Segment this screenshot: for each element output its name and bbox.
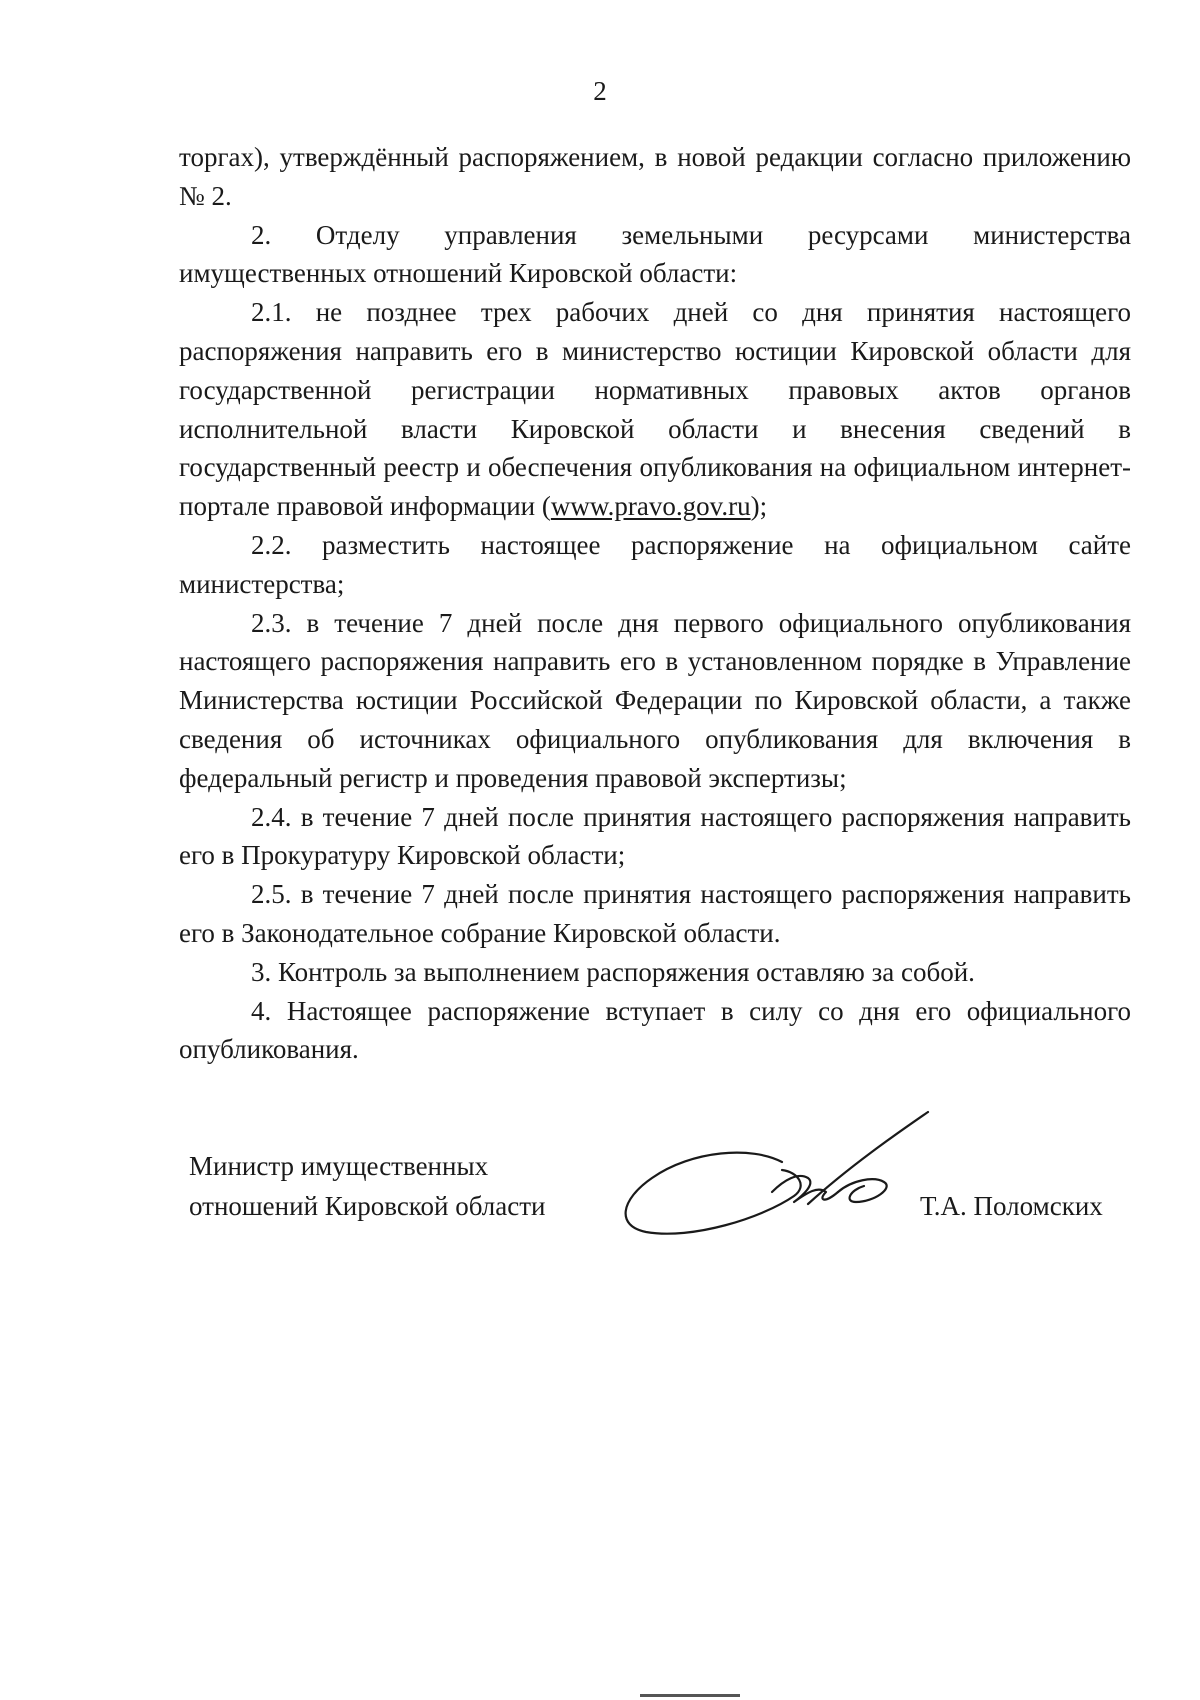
signatory-name: Т.А. Поломских: [920, 1191, 1103, 1221]
paragraph-item-2-1-end: );: [750, 491, 768, 522]
paragraph-item-4: 4. Настоящее распоряжение вступает в силу со дня его официального опубликования.: [179, 995, 1131, 1065]
signatory-title: [189, 1146, 546, 1226]
paragraph-continuation: торгах), утверждённый распоряжением, в новой редакции согласно приложению № 2.: [179, 142, 1131, 211]
paragraph-item-2-4: 2.4. в течение 7 дней после принятия настоящего распоряжения направить его в Прокуратуру Кировской области;: [179, 801, 1131, 871]
paragraph-item-2-3: 2.3. в течение 7 дней после дня первого официального опубликования настоящего распоряжения направить его в установленном порядке в Управление Министерства юстиции Российской Федерации по Кировской области, а также сведения об источниках официального опубликования для включения в федеральный регистр и проведения правовой экспертизы;: [179, 607, 1131, 793]
paragraph-item-2-1: [179, 293, 1131, 526]
signatory-title-line-1: Министр имущественных: [189, 1151, 489, 1181]
paragraph-item-3: 3. Контроль за выполнением распоряжения оставляю за собой.: [251, 956, 975, 987]
paragraph-item-2-1-text: 2.1. не позднее трех рабочих дней со дня принятия настоящего распоряжения направить его в министерство юстиции Кировской области для государственной регистрации нормативных правовых актов органов исполнительной власти Кировской области и внесения сведений в государственный реестр и обеспечения опубликования на официальном интернет-портале правовой информации (: [179, 297, 1131, 522]
document-body: [179, 138, 1131, 1069]
signatory-title-line-2: отношений Кировской области: [189, 1191, 546, 1221]
paragraph-item-2-5: 2.5. в течение 7 дней после принятия настоящего распоряжения направить его в Законодательное собрание Кировской области.: [179, 879, 1131, 948]
pravo-gov-link[interactable]: www.pravo.gov.ru: [550, 491, 751, 522]
paragraph-item-2: 2. Отделу управления земельными ресурсами министерства имущественных отношений Кировской области:: [179, 219, 1131, 289]
scan-edge-mark: [640, 1692, 740, 1698]
paragraph-item-2-2: 2.2. разместить настоящее распоряжение на официальном сайте министерства;: [179, 529, 1131, 599]
handwritten-signature: [612, 1100, 932, 1240]
page-number: 2: [593, 76, 607, 106]
